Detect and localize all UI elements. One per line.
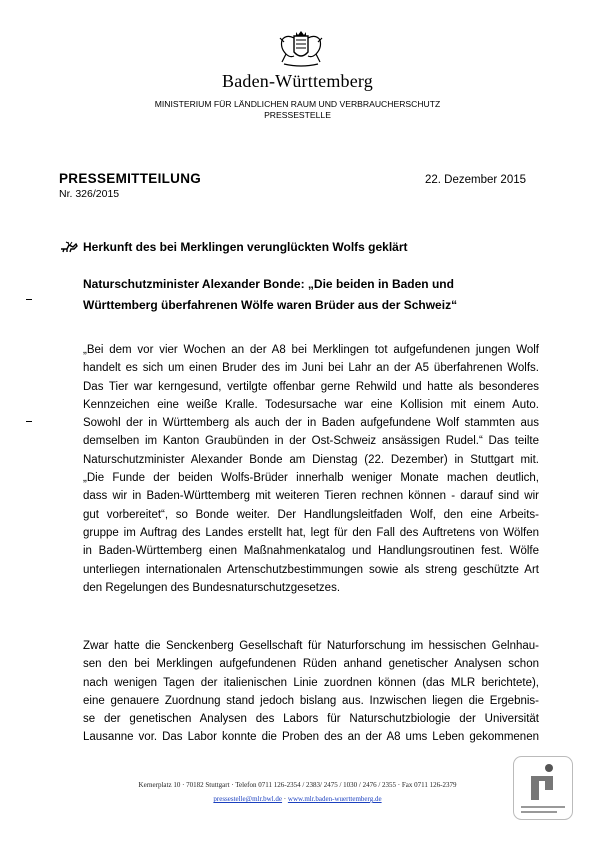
footer-email-link[interactable]: pressestelle@mlr.bwl.de xyxy=(213,795,283,803)
body-line: eine genauere Zuordnung stand jedoch bislang aus. Inzwischen liegen die Ergebnis- xyxy=(83,694,539,707)
body-line: „Die Funde der beiden Wolfs-Brüder innerhalb weniger Monate machen deutlich, xyxy=(83,472,539,485)
body-line: Lausanne vor. Das Labor konnte die Proben des an der A8 ums Leben gekommenen xyxy=(83,731,539,744)
footer-address: Kernerplatz 10 · 70182 Stuttgart · Telefon 0711 126-2354 / 2383/ 2475 / 1030 / 2476 / 2355 · Fax 0711 126-2379 xyxy=(138,781,457,789)
punch-mark xyxy=(26,421,32,422)
body-line: „Bei dem vor vier Wochen an der A8 bei Merklingen tot aufgefundenen jungen Wolf xyxy=(83,344,539,356)
ministry-department: PRESSESTELLE xyxy=(264,110,331,120)
stag-bullet-icon xyxy=(59,241,79,253)
headline: Herkunft des bei Merklingen verunglückten Wolfs geklärt xyxy=(83,240,408,254)
body-line: sen den bei Merklingen aufgefundenen Rüden anhand genetischer Analysen schon xyxy=(83,658,539,671)
footer-website-link[interactable]: www.mlr.baden-wuerttemberg.de xyxy=(287,795,382,803)
body-line: demselben im Kanton Graubünden in der Ost-Schweiz ansässigen Rudel.“ Das teilte xyxy=(83,435,539,448)
ministry-line: MINISTERIUM FÜR LÄNDLICHEN RAUM UND VERBRAUCHERSCHUTZ xyxy=(154,99,441,109)
body-line: handelt es sich um einen Bruder des im Juni bei Lahr an der A5 überfahrenen Wolfs. xyxy=(83,362,539,375)
ministry-name xyxy=(0,99,595,121)
body-line: dass wir in Baden-Württemberg mit weiteren Tieren rechnen können - darauf sind wir xyxy=(83,490,539,503)
body-line: Naturschutzminister Alexander Bonde am Dienstag (22. Dezember) in Stuttgart mit. xyxy=(83,453,539,466)
body-line: in Baden-Württemberg einen Maßnahmenkatalog und Handlungsroutinen fest. Wölfe xyxy=(83,545,539,558)
footer-contact xyxy=(0,795,595,803)
body-line: Das Tier war kerngesund, vertilgte offenbar gerne Rehwild und hatte als besonderes xyxy=(83,380,539,393)
body-line: Sowohl der in Württemberg als auch der in Baden aufgefundene Wolf stammten aus xyxy=(83,417,539,430)
body-line: gut vorbereitet“, so Bonde weiter. Der Handlungsleitfaden Wolf, den eine Arbeits- xyxy=(83,508,539,521)
body-line: den Regelungen des Bundesnaturschutzgesetzes. xyxy=(83,581,341,594)
body-paragraph-2 xyxy=(83,637,539,747)
footer-separator: · xyxy=(282,795,288,803)
body-paragraph-1 xyxy=(83,341,539,597)
body-line: nach wenigen Tagen der italienischen Linie zuordnen können (das MLR berichtete), xyxy=(83,676,539,689)
subheadline-line: Naturschutzminister Alexander Bonde: „Die beiden in Baden und xyxy=(83,277,454,291)
press-release-number: Nr. 326/2015 xyxy=(59,188,120,200)
body-line: unterliegen internationalen Artenschutzbestimmungen sowie als streng geschützte Art xyxy=(83,563,539,576)
press-release-date: 22. Dezember 2015 xyxy=(425,174,527,186)
body-line: Kennzeichen eine weiße Kralle. Todesursache war eine Kollision mit einem Auto. xyxy=(83,398,539,411)
body-line: gruppe im Auftrag des Landes erstellt hat, legt für den Fall des Auftretens von Wölfen xyxy=(83,526,539,539)
body-line: Zwar hatte die Senckenberg Gesellschaft für Naturforschung im hessischen Gelnhau- xyxy=(83,640,539,652)
headline-row xyxy=(59,240,539,256)
press-release-title: PRESSEMITTEILUNG xyxy=(59,171,202,186)
state-name: Baden-Württemberg xyxy=(221,71,373,91)
body-line: se der genetischen Analysen des Labors für Naturschutzbiologie der Universität xyxy=(83,713,539,726)
fold-mark xyxy=(26,299,32,300)
subheadline xyxy=(83,274,543,316)
certification-logo-icon xyxy=(513,756,573,820)
coat-of-arms-icon xyxy=(276,30,326,70)
subheadline-line: Württemberg überfahrenen Wölfe waren Brüder aus der Schweiz“ xyxy=(83,298,458,312)
